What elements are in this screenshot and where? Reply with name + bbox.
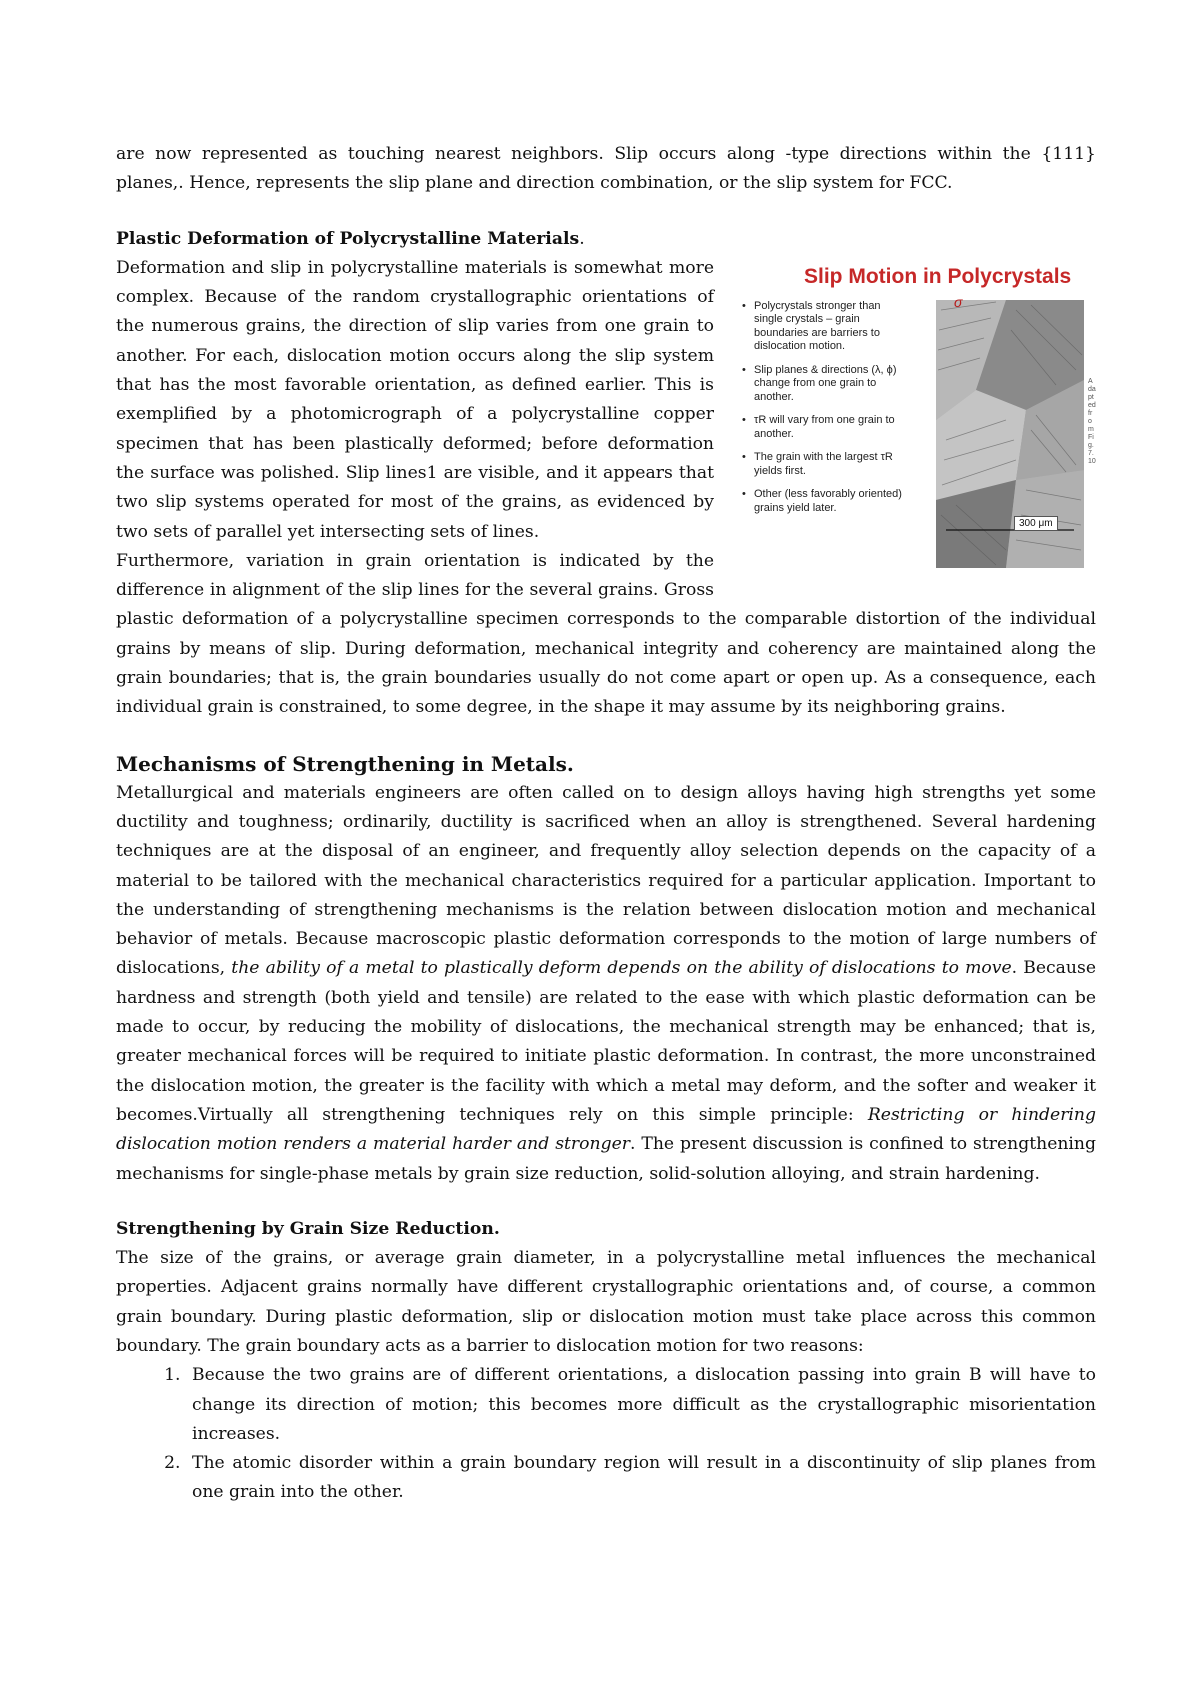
list-item: 1. Because the two grains are of different orientations, a dislocation passing into grain B will have to change its direction of motion; this becomes more difficult as the crystallographic misorientation increases. bbox=[186, 1361, 1096, 1449]
text-run: . The present discussion is confined to strengthening mechanisms for single-phase metals by grain size reduction, solid-solution alloying, and strain hardening. bbox=[116, 1134, 1097, 1184]
heading-text: Plastic Deformation of Polycrystalline Materials bbox=[116, 228, 580, 249]
photomicrograph-image bbox=[936, 300, 1084, 568]
sigma-arrow-label: σ bbox=[954, 293, 963, 310]
scale-bar-label: 300 μm bbox=[1014, 516, 1058, 531]
section-heading-plastic-deformation bbox=[116, 225, 1096, 254]
numbered-list bbox=[116, 1361, 1096, 1507]
italic-emphasis: Restricting or hindering dislocation motion renders a material harder and stronger bbox=[116, 1104, 1096, 1155]
figure-title: Slip Motion in Polycrystals bbox=[804, 264, 1072, 288]
section3-paragraph: The size of the grains, or average grain diameter, in a polycrystalline metal influences the mechanical properties. Adjacent grains normally have different crystallographic orientations and, of course, a common grain boundary. During plastic deformation, slip or dislocation motion must take place across this common boundary. The grain boundary acts as a barrier to dislocation motion for two reasons: bbox=[116, 1248, 1096, 1356]
slip-motion-figure bbox=[736, 260, 1096, 580]
document-page bbox=[116, 140, 1096, 1508]
section1-paragraph2: Furthermore, variation in grain orientation is indicated by the difference in alignment of the slip lines for the several grains. Gross plastic deformation of a polycrystalline specimen corresponds to the comparable distortion of the individual grains by means of slip. During deformation, mechanical integrity and coherency are maintained along the grain boundaries; that is, the grain boundaries usually do not come apart or open up. As a consequence, each individual grain is constrained, to some degree, in the shape it may assume by its neighboring grains. bbox=[116, 550, 1096, 718]
figure-bullet: • τR will vary from one grain to another. bbox=[742, 414, 912, 441]
section2-paragraph bbox=[116, 779, 1096, 1189]
intro-paragraph: are now represented as touching nearest neighbors. Slip occurs along -type directions within the {111} planes,. Hence, represents the slip plane and direction combination, or the slip system for FCC. bbox=[116, 144, 1096, 194]
text-run: Metallurgical and materials engineers are often called on to design alloys having high strengths yet some ductility and toughness; ordinarily, ductility is sacrificed when an alloy is strengthened. Several hardening techniques are at the disposal of an engineer, and frequently alloy selection depends on the capacity of a material to be tailored with the mechanical characteristics required for a particular application. Important to the understanding of strengthening mechanisms is the relation between dislocation motion and mechanical behavior of metals. Because macroscopic plastic deformation corresponds to the motion of large numbers of dislocations, bbox=[116, 782, 1096, 979]
text-run: . Because hardness and strength (both yield and tensile) are related to the ease with which plastic deformation can be made to occur, by reducing the mobility of dislocations, the mechanical strength may be enhanced; that is, greater mechanical forces will be required to initiate plastic deformation. In contrast, the more unconstrained the dislocation motion, the greater is the facility with which a metal may deform, and the softer and weaker it becomes.Virtually all strengthening techniques rely on this simple principle: bbox=[116, 958, 1096, 1125]
section-heading-strengthening-mechanisms: Mechanisms of Strengthening in Metals. bbox=[116, 751, 574, 776]
list-item: 2. The atomic disorder within a grain boundary region will result in a discontinuity of slip planes from one grain into the other. bbox=[186, 1449, 1096, 1508]
italic-emphasis: the ability of a metal to plastically deform depends on the ability of dislocations to move bbox=[231, 958, 1012, 979]
section-heading-grain-size: Strengthening by Grain Size Reduction. bbox=[116, 1218, 500, 1239]
figure-bullet: • Other (less favorably oriented) grains yield later. bbox=[742, 488, 912, 515]
section1-paragraph1: Deformation and slip in polycrystalline materials is somewhat more complex. Because of the random crystallographic orientations of the numerous grains, the direction of slip varies from one grain to another. For each, dislocation motion occurs along the slip system that has the most favorable orientation, as defined earlier. This is exemplified by a photomicrograph of a polycrystalline copper specimen that has been plastically deformed; before deformation the surface was polished. Slip lines1 are visible, and it appears that two slip systems operated for most of the grains, as evidenced by two sets of parallel yet intersecting sets of lines. bbox=[116, 257, 714, 542]
figure-bullet: • Slip planes & directions (λ, ϕ) change from one grain to another. bbox=[742, 364, 912, 405]
figure-side-caption: Adapted from Fig. 7.10 bbox=[1088, 377, 1096, 465]
figure-bullet: • The grain with the largest τR yields first. bbox=[742, 451, 912, 478]
heading-period: . bbox=[579, 228, 585, 249]
figure-bullet: • Polycrystals stronger than single crystals – grain boundaries are barriers to dislocation motion. bbox=[742, 300, 912, 354]
figure-bullet-list bbox=[742, 300, 912, 526]
